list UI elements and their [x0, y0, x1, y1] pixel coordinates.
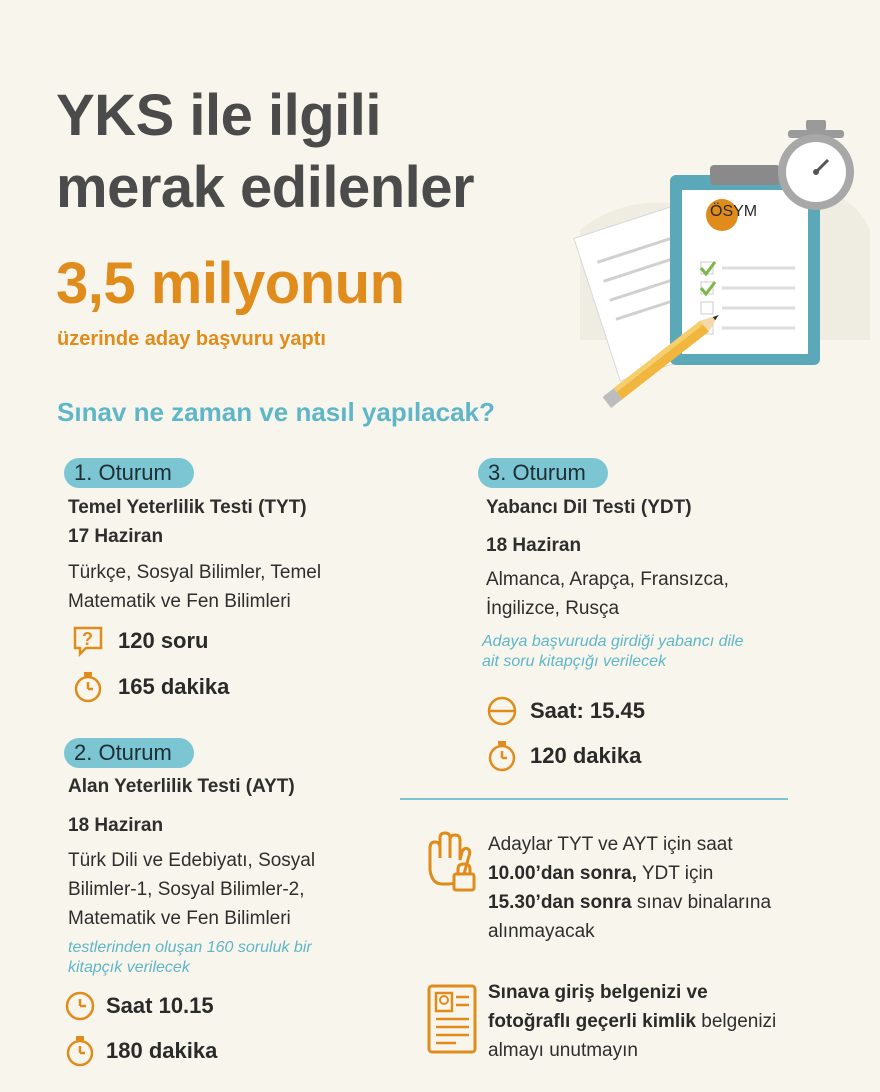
document-reminder-info	[488, 978, 776, 1065]
applicant-count: 3,5 milyonun	[56, 251, 405, 316]
info-1-time-1: 10.00’dan sonra,	[488, 863, 637, 884]
session-2-subjects-line-3: Matematik ve Fen Bilimleri	[68, 908, 291, 929]
stopwatch-icon	[64, 1035, 96, 1067]
session-3-note-line-2: ait soru kitapçığı verilecek	[482, 653, 667, 670]
session-2-note-line-2: kitapçık verilecek	[68, 959, 190, 976]
info-1-line-1: Adaylar TYT ve AYT için saat	[488, 834, 733, 855]
session-3-subjects-line-2: İngilizce, Rusça	[486, 598, 620, 619]
session-2-subjects	[68, 846, 315, 933]
info-2-line-1: Sınava giriş belgenizi ve	[488, 982, 708, 1003]
info-1-line-2-rest: YDT için	[636, 863, 714, 884]
osym-logo-text: ÖSYM	[710, 203, 758, 220]
clock-icon	[486, 695, 518, 727]
session-1-pill: 1. Oturum	[64, 458, 194, 488]
session-2-test-name: Alan Yeterlilik Testi (AYT)	[68, 776, 295, 797]
title-line-1: YKS ile ilgili	[56, 83, 381, 148]
session-3-duration: 120 dakika	[530, 743, 642, 768]
session-2-pill: 2. Oturum	[64, 738, 194, 768]
session-3-note-line-1: Adaya başvuruda girdiği yabancı dile	[482, 633, 744, 650]
stopwatch-icon	[778, 120, 854, 210]
divider	[400, 798, 788, 800]
session-1-question-count: 120 soru	[118, 628, 209, 653]
session-1-subjects-line-1: Türkçe, Sosyal Bilimler, Temel	[68, 562, 322, 583]
info-2-line-2-bold: fotoğraflı geçerli kimlik	[488, 1011, 696, 1032]
svg-text:?: ?	[82, 629, 93, 649]
session-3-time: Saat: 15.45	[530, 698, 645, 723]
entry-deadline-info	[488, 830, 771, 946]
session-2-note-line-1: testlerinden oluşan 160 soruluk bir	[68, 939, 312, 956]
session-2-note	[68, 938, 312, 978]
page-title	[56, 80, 474, 224]
clock-icon	[64, 990, 96, 1022]
session-2-duration: 180 dakika	[106, 1038, 218, 1063]
id-document-icon	[426, 983, 478, 1055]
session-3-subjects	[486, 565, 729, 623]
session-2-date: 18 Haziran	[68, 815, 164, 836]
session-3-pill: 3. Oturum	[478, 458, 608, 488]
session-1-subjects	[68, 558, 321, 616]
session-1-test-name: Temel Yeterlilik Testi (TYT)	[68, 497, 307, 518]
session-1-duration: 165 dakika	[118, 674, 230, 699]
hand-lock-icon	[420, 830, 478, 892]
info-2-line-3: almayı unutmayın	[488, 1040, 638, 1061]
session-3-test-name: Yabancı Dil Testi (YDT)	[486, 497, 692, 518]
stopwatch-icon	[486, 740, 518, 772]
session-1-date: 17 Haziran	[68, 526, 164, 547]
session-2-subjects-line-1: Türk Dili ve Edebiyatı, Sosyal	[68, 850, 316, 871]
session-1-subjects-line-2: Matematik ve Fen Bilimleri	[68, 591, 291, 612]
question-icon	[72, 625, 104, 657]
session-2-time: Saat 10.15	[106, 993, 214, 1018]
applicant-subtitle: üzerinde aday başvuru yaptı	[57, 328, 326, 350]
info-1-line-4: alınmayacak	[488, 921, 595, 942]
info-2-line-2-rest: belgenizi	[696, 1011, 777, 1032]
session-3-note	[482, 632, 744, 672]
stopwatch-icon	[72, 671, 104, 703]
section-question: Sınav ne zaman ve nasıl yapılacak?	[57, 397, 495, 427]
session-3-subjects-line-1: Almanca, Arapça, Fransızca,	[486, 569, 729, 590]
clipboard-illustration	[570, 110, 880, 420]
session-3-date: 18 Haziran	[486, 535, 582, 556]
info-1-line-3-rest: sınav binalarına	[631, 892, 772, 913]
info-1-time-2: 15.30’dan sonra	[488, 892, 632, 913]
session-2-subjects-line-2: Bilimler-1, Sosyal Bilimler-2,	[68, 879, 305, 900]
title-line-2: merak edilenler	[56, 155, 475, 220]
